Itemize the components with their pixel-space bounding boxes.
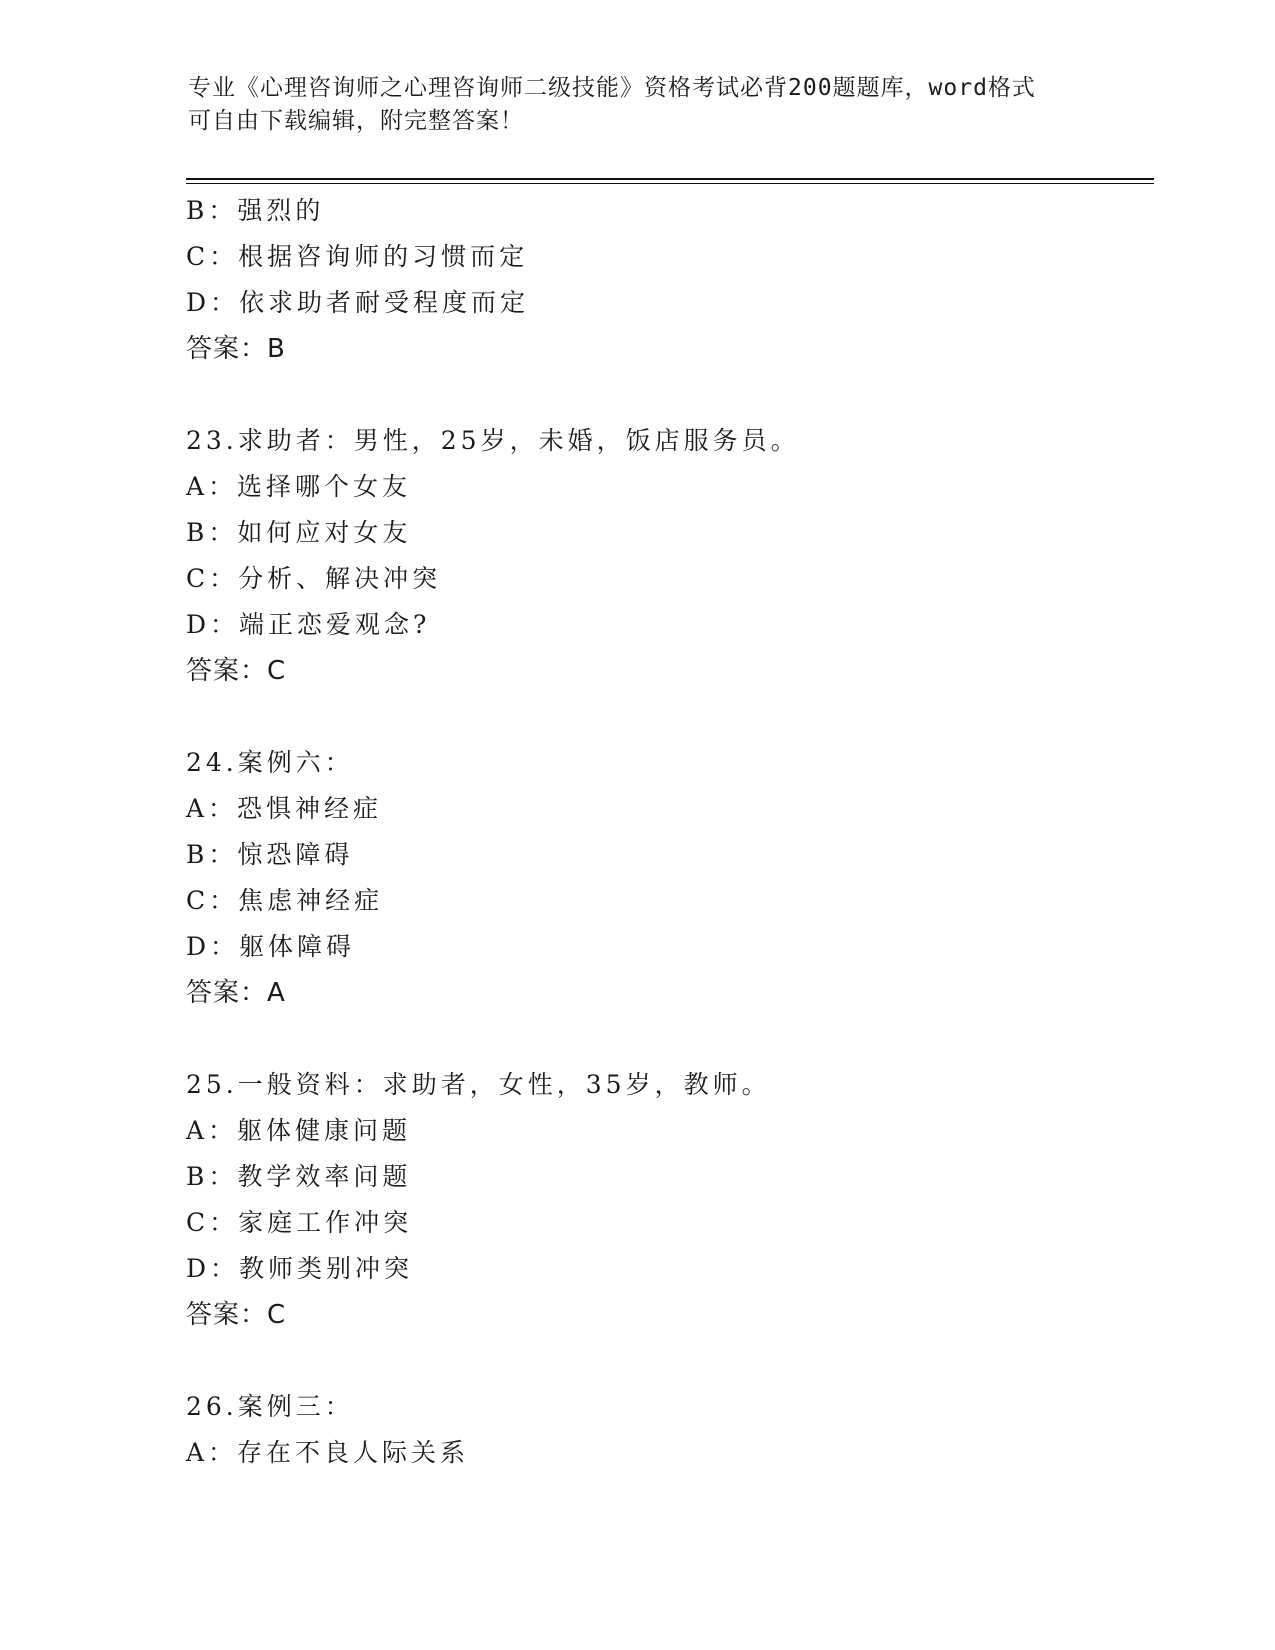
answer-option: D：端正恋爱观念? [186, 610, 431, 639]
header-line-2: 可自由下载编辑，附完整答案！ [188, 108, 524, 134]
question-stem: 23.求助者：男性，25岁，未婚，饭店服务员。 [186, 426, 800, 455]
answer-option: D：教师类别冲突 [186, 1254, 414, 1283]
spacer [186, 1338, 1146, 1384]
answer-option: A：选择哪个女友 [186, 472, 412, 501]
answer-key: 答案：C [186, 1300, 287, 1330]
header-divider-thin [186, 183, 1154, 184]
answer-option: C：分析、解决冲突 [186, 564, 442, 593]
answer-key: 答案：C [186, 656, 287, 686]
answer-option: A：躯体健康问题 [186, 1116, 412, 1145]
header-divider-thick [186, 178, 1154, 180]
answer-option: B：教学效率问题 [186, 1162, 412, 1191]
header-line-1: 专业《心理咨询师之心理咨询师二级技能》资格考试必背200题题库，word格式 [188, 75, 1036, 101]
answer-key: 答案：A [186, 978, 286, 1008]
document-header [188, 72, 1088, 138]
answer-option: C：根据咨询师的习惯而定 [186, 242, 529, 271]
question-stem: 25.一般资料：求助者，女性，35岁，教师。 [186, 1070, 771, 1099]
answer-option: B：如何应对女友 [186, 518, 412, 547]
question-list [186, 188, 1146, 1476]
answer-option: A：恐惧神经症 [186, 794, 383, 823]
answer-option: C：家庭工作冲突 [186, 1208, 413, 1237]
answer-option: A：存在不良人际关系 [186, 1438, 470, 1467]
question-stem: 24.案例六： [186, 748, 354, 777]
answer-option: D：依求助者耐受程度而定 [186, 288, 530, 317]
answer-key: 答案：B [186, 334, 286, 364]
answer-option: B：强烈的 [186, 196, 325, 225]
spacer [186, 1016, 1146, 1062]
answer-option: B：惊恐障碍 [186, 840, 354, 869]
question-stem: 26.案例三： [186, 1392, 354, 1421]
spacer [186, 372, 1146, 418]
answer-option: C：焦虑神经症 [186, 886, 384, 915]
answer-option: D：躯体障碍 [186, 932, 356, 961]
spacer [186, 694, 1146, 740]
